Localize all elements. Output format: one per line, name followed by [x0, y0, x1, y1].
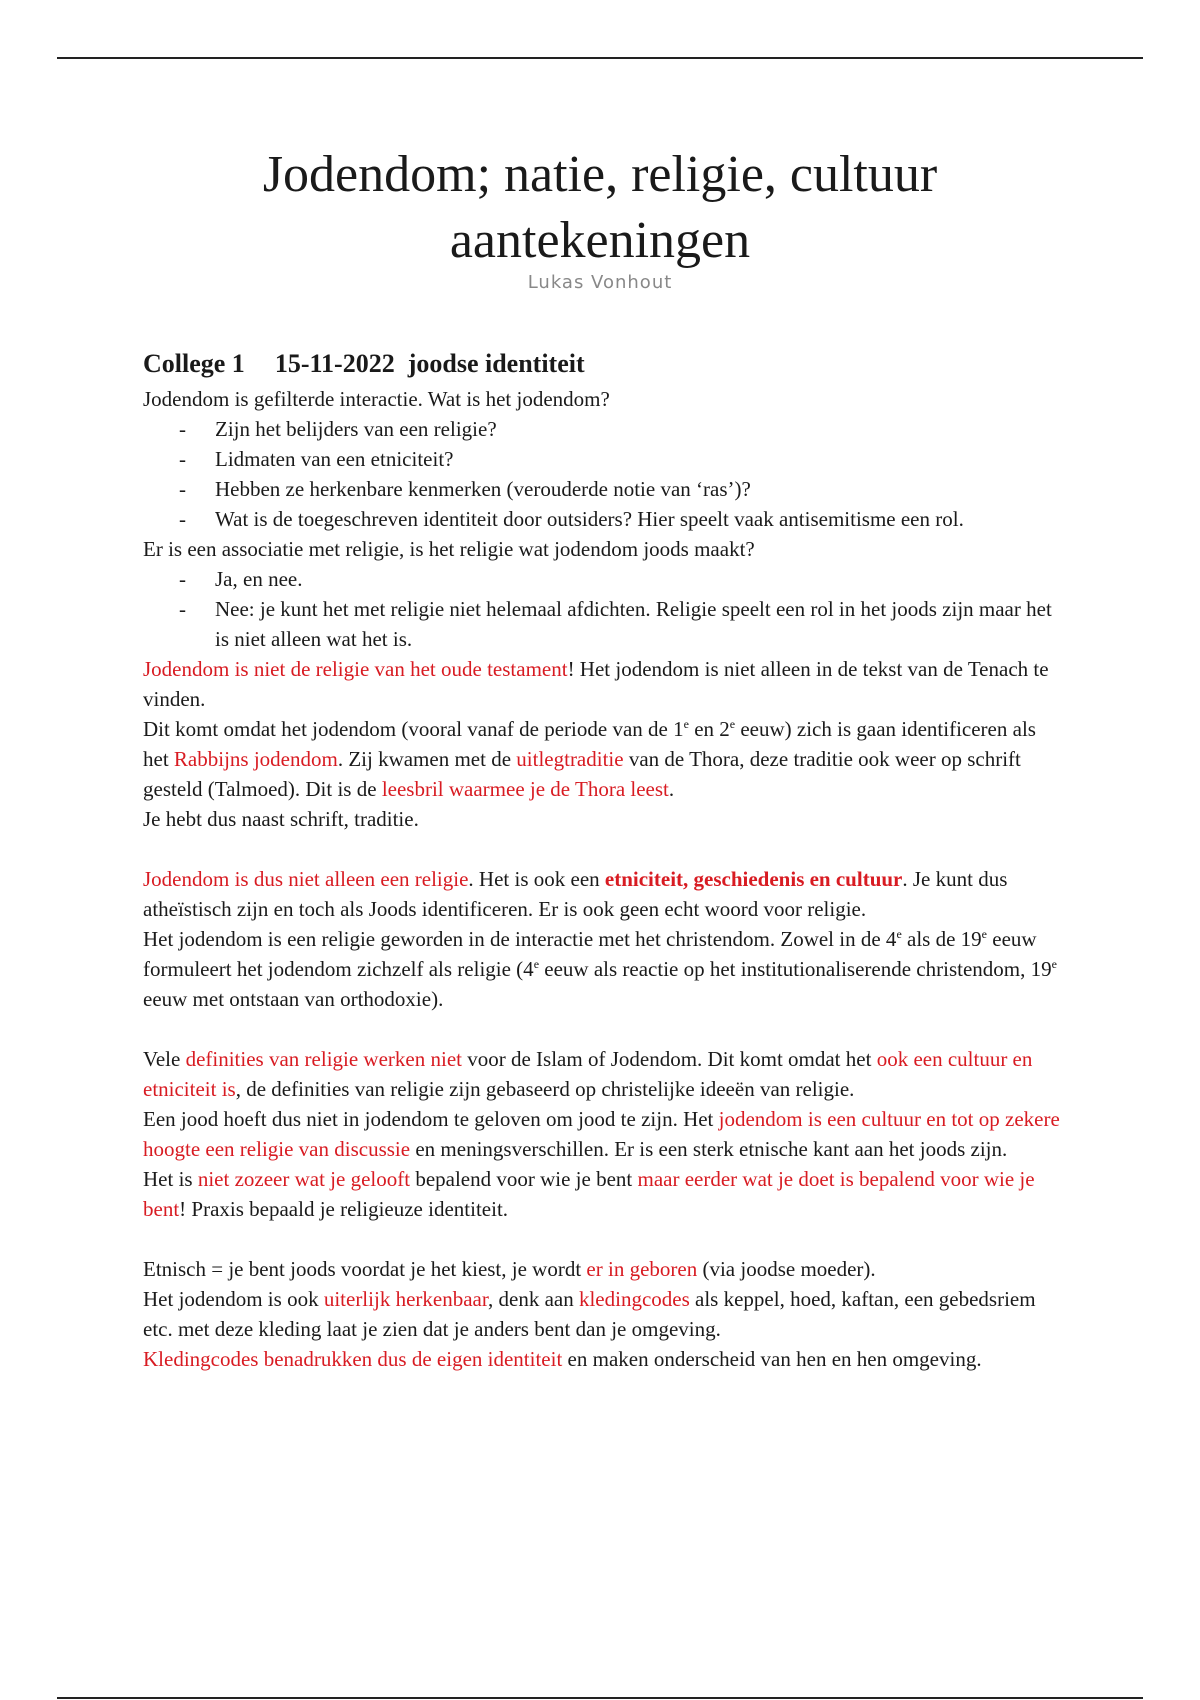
paragraph: [143, 1344, 1063, 1374]
highlight: niet zozeer wat je gelooft: [197, 1167, 411, 1191]
highlight: Jodendom is dus niet alleen een religie: [143, 867, 469, 891]
highlight: maar eerder wat je doet is bepalend voor wie je bent: [143, 1167, 1035, 1221]
text: Een jood hoeft dus niet in jodendom te geloven om jood te zijn. Het: [143, 1107, 719, 1131]
text: van de Thora, deze traditie ook weer op schrift gesteld (Talmoed). Dit is de: [143, 747, 1021, 801]
text: en meningsverschillen. Er is een sterk etnische kant aan het joods zijn.: [410, 1137, 1008, 1161]
text: en maken onderscheid van hen en hen omgeving.: [562, 1347, 982, 1371]
text: eeuw formuleert het jodendom zichzelf als religie (4: [143, 927, 1037, 981]
text: Dit komt omdat het jodendom (vooral vanaf de periode van de 1: [143, 717, 684, 741]
highlight: uiterlijk herkenbaar: [323, 1287, 488, 1311]
title-line-2: aantekeningen: [449, 212, 751, 269]
highlight: definities van religie werken niet: [185, 1047, 462, 1071]
text: Vele: [143, 1047, 186, 1071]
superscript: e: [896, 927, 902, 941]
paragraph: [143, 1284, 1063, 1344]
text: voor de Islam of Jodendom. Dit komt omdat het: [461, 1047, 877, 1071]
superscript: e: [533, 957, 540, 971]
question-list: [143, 414, 1063, 534]
superscript: e: [683, 717, 689, 731]
heading-college: College 1: [143, 349, 245, 378]
list-item: - Zijn het belijders van een religie?: [143, 414, 1063, 444]
paragraph: [143, 1044, 1063, 1104]
paragraph: [143, 714, 1063, 804]
superscript: e: [981, 927, 987, 941]
text: (via joodse moeder).: [697, 1257, 876, 1281]
paragraph: Je hebt dus naast schrift, traditie.: [143, 807, 419, 831]
highlight: kledingcodes: [578, 1287, 690, 1311]
author: Lukas Vonhout: [527, 272, 673, 293]
paragraph: [143, 654, 1063, 714]
highlight: ook een cultuur en etniciteit is: [143, 1047, 1033, 1101]
text: . Zij kwamen met de: [337, 747, 517, 771]
text: als de 19: [901, 927, 982, 951]
text: eeuw als reactie op het institutionaliserende christendom, 19: [539, 957, 1052, 981]
text: , denk aan: [488, 1287, 579, 1311]
heading-topic: joodse identiteit: [407, 349, 585, 378]
answer-list: [143, 564, 1063, 654]
document-body: [143, 344, 1063, 1374]
paragraph: [143, 1164, 1063, 1224]
highlight: uitlegtraditie: [516, 747, 624, 771]
text: . Het is ook een: [468, 867, 605, 891]
text: Etnisch = je bent joods voordat je het kiest, je wordt: [143, 1257, 587, 1281]
text: en 2: [688, 717, 730, 741]
highlight: Rabbijns jodendom: [173, 747, 338, 771]
text: . Je kunt dus atheïstisch zijn en toch als Joods identificeren. Er is ook geen echt woord voor religie.: [143, 867, 1008, 921]
paragraph: [143, 864, 1063, 924]
heading-date: 15-11-2022: [274, 349, 395, 378]
highlight: er in geboren: [586, 1257, 698, 1281]
list-item: - Lidmaten van een etniciteit?: [143, 444, 1063, 474]
list-item: - Wat is de toegeschreven identiteit door outsiders? Hier speelt vaak antisemitisme een rol.: [143, 504, 1063, 534]
list-item: - Ja, en nee.: [143, 564, 1063, 594]
top-rule: [57, 57, 1143, 59]
paragraph: [143, 1104, 1063, 1164]
text: , de definities van religie zijn gebaseerd op christelijke ideeën van religie.: [235, 1077, 855, 1101]
text: Het jodendom is een religie geworden in de interactie met het christendom. Zowel in de 4: [143, 927, 897, 951]
section-heading: [143, 344, 1063, 384]
text: ! Praxis bepaald je religieuze identiteit.: [179, 1197, 509, 1221]
paragraph: [143, 1254, 1063, 1284]
bold-highlight: etniciteit, geschiedenis en cultuur: [604, 867, 903, 891]
intro-paragraph: Jodendom is gefilterde interactie. Wat is het jodendom?: [143, 387, 610, 411]
list-item: - Hebben ze herkenbare kenmerken (verouderde notie van ‘ras’)?: [143, 474, 1063, 504]
text: eeuw) zich is gaan identificeren als het: [143, 717, 1036, 771]
text: Het jodendom is ook: [143, 1287, 324, 1311]
text: Het is: [143, 1167, 198, 1191]
paragraph: [143, 924, 1063, 1014]
text: eeuw met ontstaan van orthodoxie).: [143, 987, 444, 1011]
text: als keppel, hoed, kaftan, een gebedsriem etc. met deze kleding laat je zien dat je anders bent dan je omgeving.: [143, 1287, 1036, 1341]
highlight: leesbril waarmee je de Thora leest: [381, 777, 669, 801]
text: .: [668, 777, 675, 801]
title-line-1: Jodendom; natie, religie, cultuur: [262, 146, 938, 203]
bottom-rule: [57, 1697, 1143, 1699]
highlight: jodendom is een cultuur en tot op zekere hoogte een religie van discussie: [143, 1107, 1060, 1161]
association-paragraph: Er is een associatie met religie, is het religie wat jodendom joods maakt?: [143, 537, 755, 561]
text: ! Het jodendom is niet alleen in de tekst van de Tenach te vinden.: [143, 657, 1049, 711]
document-title: [0, 142, 1200, 274]
superscript: e: [729, 717, 736, 731]
highlight: Jodendom is niet de religie van het oude testament: [143, 657, 568, 681]
superscript: e: [1051, 957, 1057, 971]
list-item: - Nee: je kunt het met religie niet helemaal afdichten. Religie speelt een rol in het joods zijn maar het is niet alleen wat het is.: [143, 594, 1063, 654]
highlight: Kledingcodes benadrukken dus de eigen identiteit: [143, 1347, 563, 1371]
text: bepalend voor wie je bent: [410, 1167, 638, 1191]
